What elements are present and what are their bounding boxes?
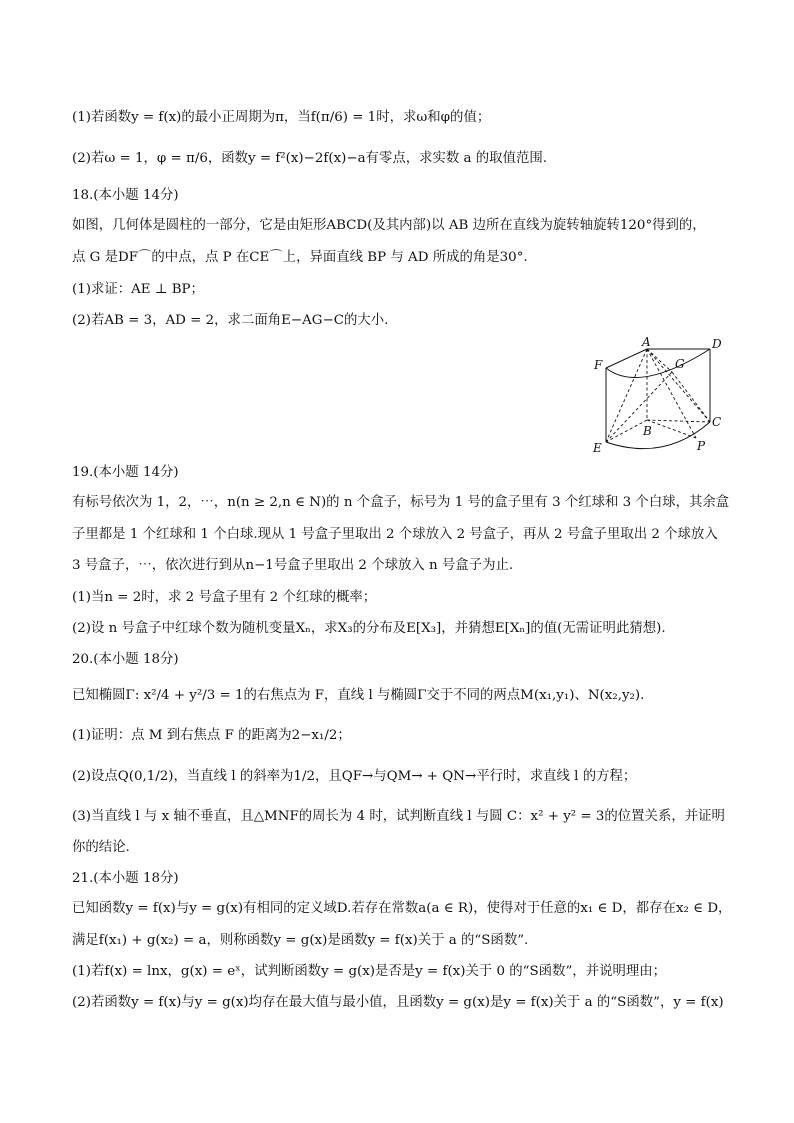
q18-part1: (1)求证：AE ⊥ BP； <box>72 282 204 297</box>
q19-part1: (1)当n = 2时，求 2 号盒子里有 2 个红球的概率； <box>72 590 377 605</box>
q21-part2: (2)若函数y = f(x)与y = g(x)均存在最大值与最小值，且函数y = g(x)是y = f(x)关于 a 的“S函数”，y = f(x) <box>72 995 724 1010</box>
edge-AG <box>647 349 672 372</box>
q21-part1: (1)若f(x) = lnx，g(x) = eˣ，试判断函数y = g(x)是否是y = f(x)关于 0 的“S函数”，并说明理由； <box>72 964 667 979</box>
edge-GC <box>672 372 710 422</box>
q20-part1: (1)证明：点 M 到右焦点 F 的距离为2−x₁/2； <box>72 728 351 743</box>
label-A: A <box>642 335 651 349</box>
edge-BC <box>647 420 710 422</box>
label-E: E <box>593 441 602 455</box>
q20-part3-line1: (3)当直线 l 与 x 轴不垂直，且△MNF的周长为 4 时，试判断直线 l 与圆 C：x² + y² = 3的位置关系，并证明 <box>72 809 725 824</box>
arc-FD <box>606 349 710 378</box>
edge-AF <box>606 349 647 368</box>
edge-BE <box>606 420 647 442</box>
label-G: G <box>675 357 685 371</box>
cylinder-sector-figure <box>584 334 734 460</box>
geometry-diagram <box>584 334 734 460</box>
q18-stem-line2: 点 G 是DF⌒的中点，点 P 在CE⌒上，异面直线 BP 与 AD 所成的角是30°. <box>72 250 528 265</box>
label-P: P <box>697 439 706 453</box>
edge-AP <box>647 349 696 438</box>
q19-stem-line3: 3 号盒子，⋯，依次进行到从n−1号盒子里取出 2 个球放入 n 号盒子为止. <box>72 558 514 573</box>
q21-stem-line2: 满足f(x₁) + g(x₂) = a，则称函数y = g(x)是函数y = f(x)关于 a 的“S函数”. <box>72 933 529 948</box>
q17-part1: (1)若函数y = f(x)的最小正周期为π，当f(π/6) = 1时，求ω和φ的值； <box>72 110 491 125</box>
label-D: D <box>712 337 722 351</box>
label-F: F <box>594 358 603 372</box>
q18-stem-line1: 如图，几何体是圆柱的一部分，它是由矩形ABCD(及其内部)以 AB 边所在直线为旋转轴旋转120°得到的， <box>72 218 706 233</box>
label-B: B <box>643 424 652 438</box>
q18-part2: (2)若AB = 3，AD = 2，求二面角E−AG−C的大小. <box>72 313 389 328</box>
edge-GE <box>606 372 672 442</box>
label-C: C <box>712 415 722 429</box>
q20-part2: (2)设点Q(0,1/2)，当直线 l 的斜率为1/2，且QF→与QM→ + QN→平行时，求直线 l 的方程； <box>72 769 637 784</box>
edge-BP <box>647 420 696 438</box>
q20-stem: 已知椭圆Γ: x²/4 + y²/3 = 1的右焦点为 F，直线 l 与椭圆Γ交于不同的两点M(x₁,y₁)、N(x₂,y₂). <box>72 688 645 703</box>
q19-stem-line2: 子里都是 1 个红球和 1 个白球.现从 1 号盒子里取出 2 个球放入 2 号盒子，再从 2 号盒子里取出 2 个球放入 <box>72 527 718 542</box>
q21-stem-line1: 已知函数y = f(x)与y = g(x)有相同的定义域D.若存在常数a(a ∈ R)，使得对于任意的x₁ ∈ D，都存在x₂ ∈ D， <box>72 901 732 916</box>
q19-part2: (2)设 n 号盒子中红球个数为随机变量Xₙ，求X₃的分布及E[X₃]，并猜想E[Xₙ]的值(无需证明此猜想). <box>72 621 666 636</box>
q20-part3-line2: 你的结论. <box>72 840 130 855</box>
q18-header: 18.(本小题 14分) <box>72 188 179 203</box>
q21-header: 21.(本小题 18分) <box>72 871 179 886</box>
edge-AE <box>606 349 647 442</box>
q20-header: 20.(本小题 18分) <box>72 652 179 667</box>
q19-header: 19.(本小题 14分) <box>72 465 179 480</box>
q19-stem-line1: 有标号依次为 1，2，⋯，n(n ≥ 2,n ∈ N)的 n 个盒子，标号为 1 号的盒子里有 3 个红球和 3 个白球，其余盒 <box>72 495 730 510</box>
q17-part2: (2)若ω = 1，φ = π/6，函数y = f²(x)−2f(x)−a有零点，求实数 a 的取值范围. <box>72 151 547 166</box>
